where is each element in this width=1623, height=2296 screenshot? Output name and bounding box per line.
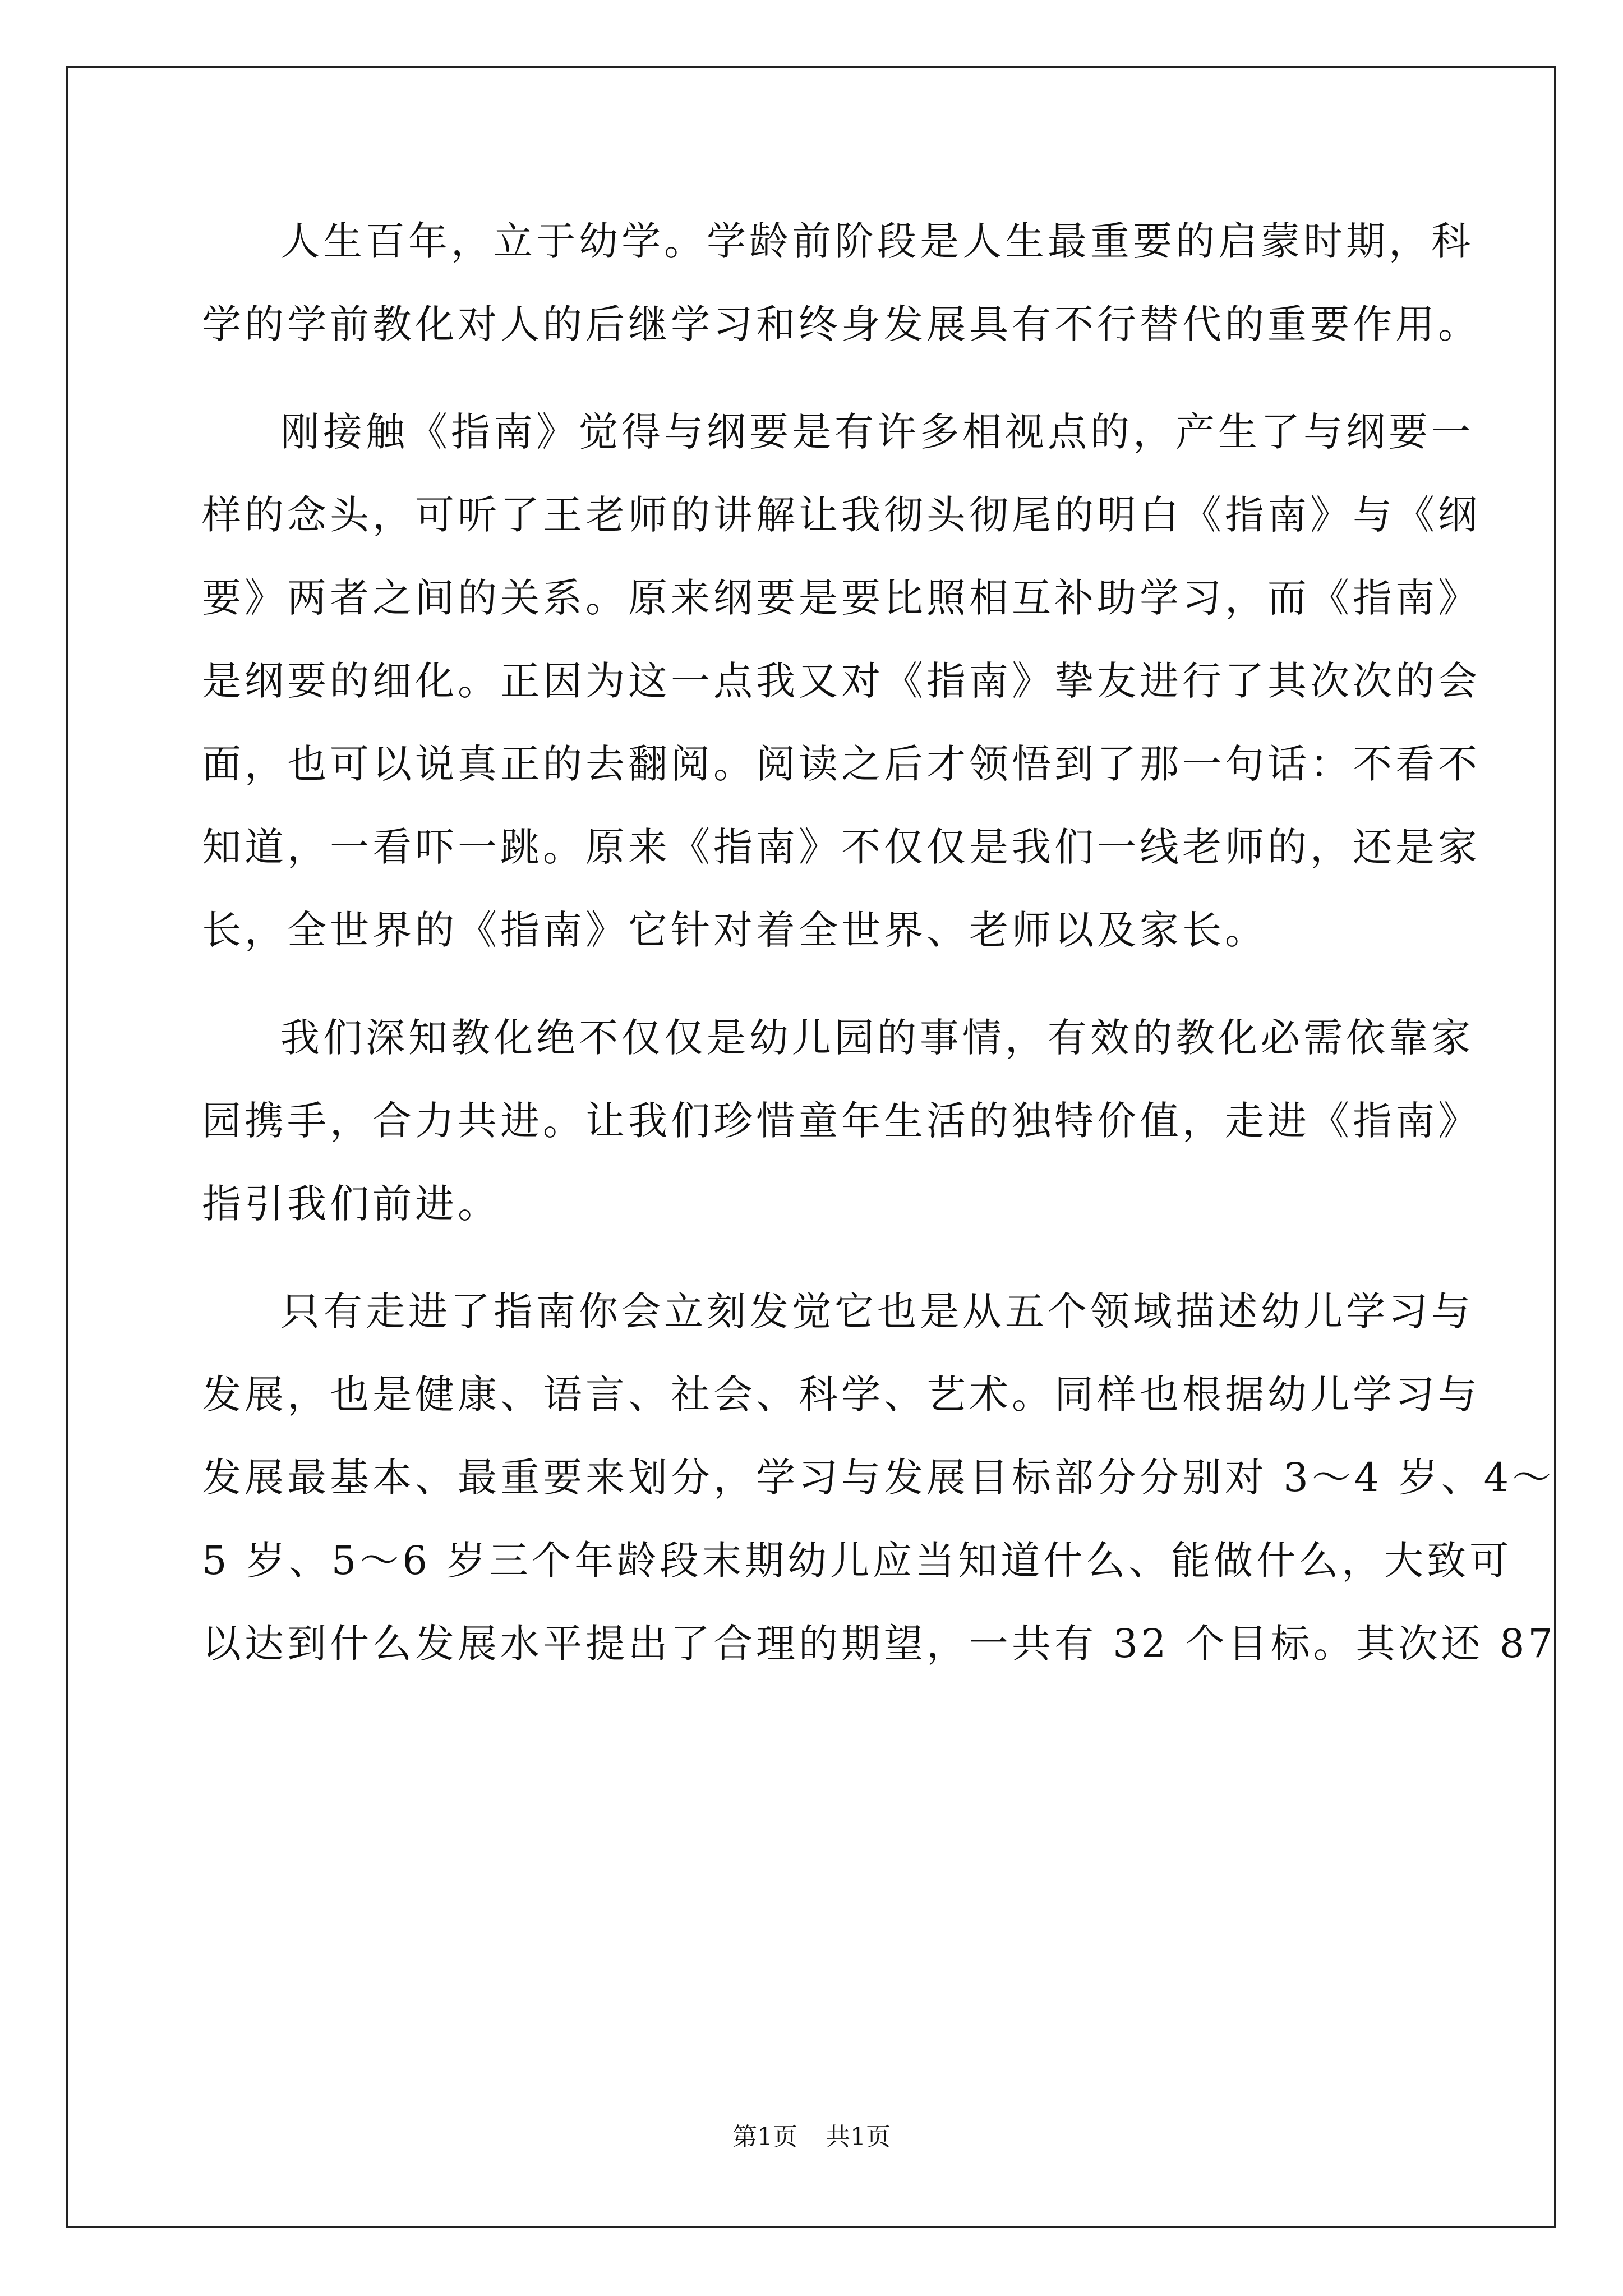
paragraph-2-line-1: 刚接触《指南》觉得与纲要是有许多相视点的，产生了与纲要一 (280, 409, 1474, 455)
paragraph-4-line-2: 发展，也是健康、语言、社会、科学、艺术。同样也根据幼儿学习与 (202, 1372, 1481, 1418)
paragraph-4-line-4: 5 岁、5～6 岁三个年龄段末期幼儿应当知道什么、能做什么，大致可 (202, 1538, 1513, 1584)
paragraph-3-line-2: 园携手，合力共进。让我们珍惜童年生活的独特价值，走进《指南》 (202, 1098, 1481, 1144)
page-total: 共1页 (826, 2123, 891, 2151)
paragraph-2-line-2: 样的念头，可听了王老师的讲解让我彻头彻尾的明白《指南》与《纲 (202, 492, 1481, 538)
page-footer (0, 2120, 1623, 2154)
paragraph-1-line-1: 人生百年，立于幼学。学龄前阶段是人生最重要的启蒙时期，科 (280, 218, 1474, 264)
paragraph-2-line-6: 知道，一看吓一跳。原来《指南》不仅仅是我们一线老师的，还是家 (202, 824, 1481, 870)
paragraph-2-line-3: 要》两者之间的关系。原来纲要是要比照相互补助学习，而《指南》 (202, 575, 1481, 621)
paragraph-3-line-1: 我们深知教化绝不仅仅是幼儿园的事情，有效的教化必需依靠家 (280, 1015, 1474, 1061)
paragraph-4-line-5: 以达到什么发展水平提出了合理的期望，一共有 32 个目标。其次还 87 (202, 1621, 1556, 1667)
paragraph-4-line-3: 发展最基本、最重要来划分，学习与发展目标部分分别对 3～4 岁、4～ (202, 1455, 1555, 1501)
paragraph-3-line-3: 指引我们前进。 (202, 1181, 500, 1227)
page-number: 第1页 (732, 2123, 797, 2151)
paragraph-2-line-4: 是纲要的细化。正因为这一点我又对《指南》挚友进行了其次次的会 (202, 658, 1481, 704)
paragraph-4-line-1: 只有走进了指南你会立刻发觉它也是从五个领域描述幼儿学习与 (280, 1289, 1474, 1335)
paragraph-1-line-2: 学的学前教化对人的后继学习和终身发展具有不行替代的重要作用。 (202, 301, 1481, 347)
paragraph-2-line-7: 长，全世界的《指南》它针对着全世界、老师以及家长。 (202, 907, 1267, 953)
paragraph-2-line-5: 面，也可以说真正的去翻阅。阅读之后才领悟到了那一句话：不看不 (202, 741, 1481, 787)
